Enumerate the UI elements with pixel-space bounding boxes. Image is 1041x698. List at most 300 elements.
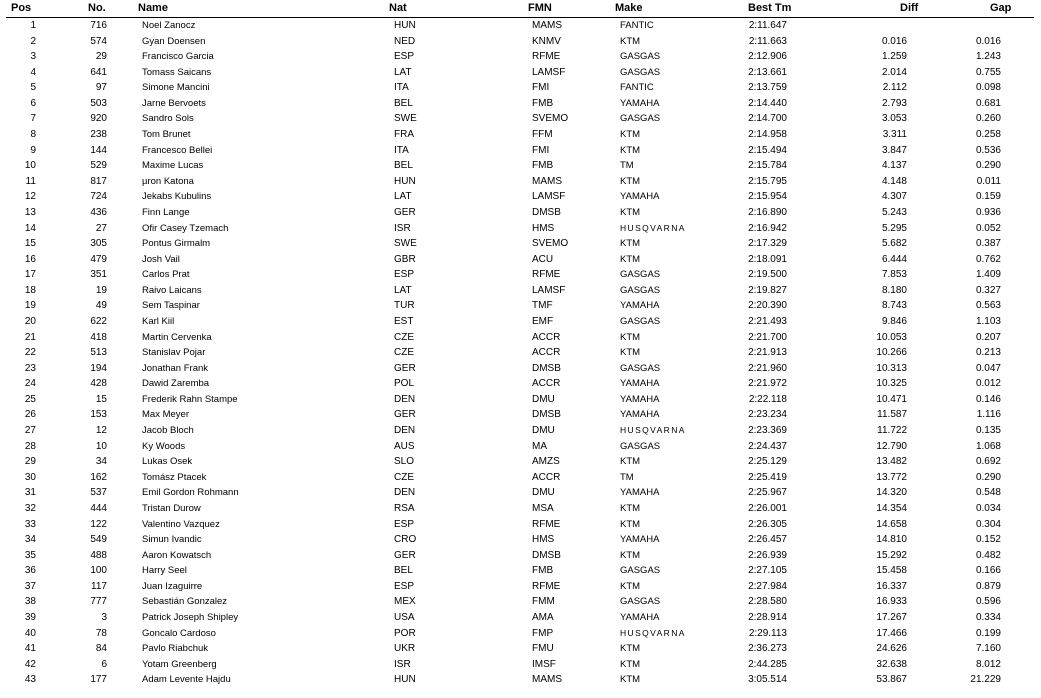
table-row [0,112,1041,128]
federation-cell: FMP [532,627,554,639]
rider-name-cell: Simone Mancini [142,82,210,94]
pos-cell: 27 [24,425,36,437]
pos-cell: 19 [24,300,36,312]
table-row [0,642,1041,658]
diff-cell: 10.313 [876,362,907,374]
rider-name-cell: Jacob Bloch [142,425,194,437]
best-time-cell: 2:21.493 [748,315,787,327]
nationality-cell: ITA [394,144,409,156]
number-cell: 777 [90,596,107,608]
number-cell: 34 [95,456,107,468]
pos-cell: 11 [25,175,36,187]
gap-cell: 0.034 [975,502,1001,514]
rider-name-cell: Tomász Ptacek [142,471,207,483]
table-row [0,455,1041,471]
make-cell: YAMAHA [620,534,660,546]
number-cell: 194 [90,362,107,374]
diff-cell: 10.053 [876,331,907,343]
rider-name-cell: Aaron Kowatsch [142,549,212,561]
table-row [0,159,1041,175]
make-cell: FANTIC [620,82,654,94]
nationality-cell: DEN [394,487,416,499]
federation-cell: DMU [532,425,555,437]
gap-cell: 0.755 [975,66,1001,78]
make-cell: KTM [620,331,641,343]
table-row [0,206,1041,222]
header-divider [6,17,1034,18]
make-cell: TM [620,471,634,483]
diff-cell: 14.320 [876,487,907,499]
gap-cell: 0.681 [975,97,1001,109]
table-row [0,486,1041,502]
nationality-cell: RSA [394,502,415,514]
table-row [0,346,1041,362]
make-cell: HUSQVARNA [620,425,686,436]
header-name: Name [138,2,168,14]
best-time-cell: 2:16.890 [748,206,787,218]
table-row [0,518,1041,534]
gap-cell: 0.098 [975,82,1001,94]
best-time-cell: 2:26.305 [748,518,787,530]
federation-cell: ACCR [532,471,561,483]
gap-cell: 0.290 [975,160,1001,172]
gap-cell: 1.409 [975,269,1001,281]
number-cell: 78 [95,627,107,639]
rider-name-cell: Simun Ivandic [142,534,202,546]
number-cell: 6 [101,658,107,670]
gap-cell: 0.536 [975,144,1001,156]
best-time-cell: 2:17.329 [748,238,787,250]
table-row [0,128,1041,144]
header-nat: Nat [389,2,407,14]
pos-cell: 30 [24,471,36,483]
best-time-cell: 2:27.105 [748,565,787,577]
diff-cell: 5.682 [881,238,907,250]
diff-cell: 24.626 [876,643,907,655]
rider-name-cell: Tom Brunet [142,129,191,141]
gap-cell: 1.243 [975,51,1001,63]
rider-name-cell: Jonathan Frank [142,362,209,374]
table-row [0,253,1041,269]
header-pos: Pos [11,2,32,14]
number-cell: 479 [90,253,107,265]
number-cell: 817 [90,175,107,187]
nationality-cell: CZE [394,331,414,343]
make-cell: GASGAS [620,440,661,452]
rider-name-cell: Juan Izaguirre [142,580,203,592]
gap-cell: 0.011 [976,175,1001,187]
make-cell: TM [620,160,634,172]
number-cell: 177 [90,674,107,686]
number-cell: 162 [90,471,107,483]
results-table-body [0,19,1041,689]
make-cell: YAMAHA [620,393,660,405]
number-cell: 622 [90,315,107,327]
diff-cell: 14.658 [876,518,907,530]
diff-cell: 1.259 [881,51,907,63]
federation-cell: LAMSF [532,284,566,296]
table-row [0,440,1041,456]
gap-cell: 0.596 [975,596,1001,608]
diff-cell: 13.772 [876,471,907,483]
table-row [0,268,1041,284]
gap-cell: 0.052 [975,222,1001,234]
nationality-cell: NED [394,35,416,47]
pos-cell: 9 [30,144,36,156]
diff-cell: 17.466 [876,627,907,639]
table-row [0,299,1041,315]
header-diff: Diff [900,2,919,14]
number-cell: 574 [90,35,107,47]
rider-name-cell: Tristan Durow [142,502,201,514]
make-cell: YAMAHA [620,97,660,109]
rider-name-cell: Carlos Prat [142,269,190,281]
number-cell: 716 [90,20,107,31]
federation-cell: DMSB [532,409,561,421]
pos-cell: 28 [24,440,36,452]
nationality-cell: HUN [394,20,416,31]
number-cell: 153 [90,409,107,421]
table-row [0,144,1041,160]
best-time-cell: 2:21.913 [748,347,787,359]
pos-cell: 23 [24,362,36,374]
rider-name-cell: Pavlo Riabchuk [142,643,209,655]
diff-cell: 3.847 [881,144,907,156]
gap-cell: 8.012 [975,658,1001,670]
best-time-cell: 2:21.960 [748,362,787,374]
rider-name-cell: Jarne Bervoets [142,97,206,109]
best-time-cell: 2:28.914 [748,611,787,623]
nationality-cell: BEL [394,160,413,172]
table-row [0,81,1041,97]
pos-cell: 35 [24,549,36,561]
nationality-cell: ISR [394,222,411,234]
table-row [0,658,1041,674]
nationality-cell: UKR [394,643,416,655]
pos-cell: 37 [24,580,36,592]
make-cell: KTM [620,253,641,265]
gap-cell: 7.160 [975,643,1001,655]
table-row [0,377,1041,393]
diff-cell: 8.180 [881,284,907,296]
gap-cell: 0.199 [975,627,1001,639]
gap-cell: 0.012 [975,378,1001,390]
pos-cell: 38 [24,596,36,608]
make-cell: KTM [620,129,641,141]
nationality-cell: FRA [394,129,414,141]
pos-cell: 32 [24,502,36,514]
table-row [0,66,1041,82]
table-row [0,471,1041,487]
diff-cell: 11.722 [877,425,907,437]
federation-cell: MAMS [532,674,562,686]
make-cell: KTM [620,456,641,468]
number-cell: 100 [90,565,107,577]
gap-cell: 1.116 [976,409,1001,421]
diff-cell: 2.112 [882,82,907,94]
table-row [0,284,1041,300]
number-cell: 488 [90,549,107,561]
federation-cell: DMSB [532,549,561,561]
diff-cell: 9.846 [881,315,907,327]
table-row [0,237,1041,253]
gap-cell: 0.563 [975,300,1001,312]
best-time-cell: 2:16.942 [748,222,787,234]
federation-cell: DMU [532,393,555,405]
nationality-cell: HUN [394,674,416,686]
best-time-cell: 2:25.419 [748,471,787,483]
table-row [0,580,1041,596]
best-time-cell: 2:18.091 [748,253,787,265]
table-row [0,424,1041,440]
best-time-cell: 2:15.954 [748,191,787,203]
best-time-cell: 2:21.972 [748,378,787,390]
make-cell: GASGAS [620,315,661,327]
nationality-cell: TUR [394,300,415,312]
diff-cell: 4.307 [881,191,907,203]
federation-cell: ACCR [532,331,561,343]
federation-cell: RFME [532,518,561,530]
pos-cell: 15 [24,238,36,250]
federation-cell: EMF [532,315,554,327]
rider-name-cell: Gyan Doensen [142,35,206,47]
number-cell: 305 [90,238,107,250]
nationality-cell: LAT [394,191,412,203]
gap-cell: 0.166 [975,565,1001,577]
table-row [0,222,1041,238]
rider-name-cell: Sem Taspinar [142,300,200,312]
federation-cell: MA [532,440,547,452]
make-cell: HUSQVARNA [620,222,686,233]
header-fmn: FMN [528,2,552,14]
best-time-cell: 2:22.118 [748,393,787,405]
best-time-cell: 2:23.369 [748,425,787,437]
best-time-cell: 2:29.113 [748,627,787,639]
rider-name-cell: Francesco Bellei [142,144,213,156]
federation-cell: ACCR [532,378,561,390]
nationality-cell: HUN [394,175,416,187]
make-cell: KTM [620,518,641,530]
best-time-cell: 2:14.440 [748,97,787,109]
diff-cell: 5.243 [881,206,907,218]
gap-cell: 0.146 [975,393,1001,405]
pos-cell: 16 [24,253,36,265]
best-time-cell: 2:26.939 [748,549,787,561]
pos-cell: 14 [24,222,36,234]
federation-cell: LAMSF [532,191,566,203]
rider-name-cell: Frederik Rahn Stampe [142,393,238,405]
best-time-cell: 2:25.129 [748,456,787,468]
gap-cell: 0.047 [975,362,1001,374]
number-cell: 418 [90,331,107,343]
number-cell: 122 [90,518,107,530]
nationality-cell: BEL [394,97,413,109]
nationality-cell: EST [394,315,414,327]
gap-cell: 0.936 [975,206,1001,218]
pos-cell: 3 [30,51,36,63]
gap-cell: 0.260 [975,113,1001,125]
nationality-cell: SLO [394,456,415,468]
diff-cell: 12.790 [876,440,907,452]
diff-cell: 16.933 [876,596,907,608]
nationality-cell: SWE [394,238,417,250]
pos-cell: 43 [24,674,36,686]
nationality-cell: CRO [394,534,417,546]
pos-cell: 26 [24,409,36,421]
pos-cell: 42 [24,658,36,670]
diff-cell: 14.810 [876,534,907,546]
federation-cell: FMI [532,82,550,94]
header-make: Make [615,2,643,14]
number-cell: 15 [95,393,107,405]
number-cell: 641 [90,66,107,78]
make-cell: YAMAHA [620,378,660,390]
rider-name-cell: Raivo Laicans [142,284,202,296]
nationality-cell: AUS [394,440,415,452]
nationality-cell: MEX [394,596,416,608]
federation-cell: MSA [532,502,554,514]
best-time-cell: 2:11.663 [748,35,787,47]
best-time-cell: 2:23.234 [748,409,787,421]
make-cell: KTM [620,347,641,359]
number-cell: 529 [90,160,107,172]
rider-name-cell: Dawid Zaremba [142,378,210,390]
rider-name-cell: Jekabs Kubulins [142,191,212,203]
rider-name-cell: Patrick Joseph Shipley [142,611,239,623]
federation-cell: KNMV [532,35,561,47]
table-row [0,564,1041,580]
number-cell: 436 [90,206,107,218]
nationality-cell: CZE [394,347,414,359]
number-cell: 549 [90,534,107,546]
table-row [0,35,1041,51]
rider-name-cell: Goncalo Cardoso [142,627,216,639]
diff-cell: 11.587 [877,409,907,421]
best-time-cell: 2:12.906 [748,51,787,63]
pos-cell: 21 [24,331,36,343]
table-row [0,97,1041,113]
table-row [0,315,1041,331]
make-cell: GASGAS [620,565,661,577]
nationality-cell: CZE [394,471,414,483]
diff-cell: 10.471 [876,393,907,405]
make-cell: KTM [620,674,641,686]
diff-cell: 10.266 [876,347,907,359]
best-time-cell: 2:44.285 [748,658,787,670]
pos-cell: 39 [24,611,36,623]
federation-cell: FMM [532,596,555,608]
federation-cell: FMB [532,97,554,109]
gap-cell: 0.692 [975,456,1001,468]
pos-cell: 22 [24,347,36,359]
rider-name-cell: Sebastián Gonzalez [142,596,228,608]
nationality-cell: LAT [394,284,412,296]
nationality-cell: DEN [394,425,416,437]
rider-name-cell: Valentino Vazquez [142,518,220,530]
gap-cell: 21.229 [970,674,1001,686]
diff-cell: 53.867 [876,674,907,686]
nationality-cell: DEN [394,393,416,405]
pos-cell: 20 [24,315,36,327]
number-cell: 444 [90,502,107,514]
nationality-cell: GER [394,549,416,561]
table-row [0,673,1041,689]
gap-cell: 1.103 [975,315,1001,327]
nationality-cell: GER [394,206,416,218]
rider-name-cell: Yotam Greenberg [142,658,217,670]
best-time-cell: 2:20.390 [748,300,787,312]
pos-cell: 7 [30,113,36,125]
number-cell: 920 [90,113,107,125]
number-cell: 29 [95,51,107,63]
diff-cell: 4.148 [881,175,907,187]
make-cell: KTM [620,658,641,670]
number-cell: 724 [90,191,107,203]
make-cell: GASGAS [620,66,661,78]
table-row [0,393,1041,409]
federation-cell: ACCR [532,347,561,359]
best-time-cell: 2:19.500 [748,269,787,281]
gap-cell: 0.304 [975,518,1001,530]
pos-cell: 25 [24,393,36,405]
best-time-cell: 2:13.759 [748,82,787,94]
pos-cell: 36 [24,565,36,577]
number-cell: 12 [95,425,107,437]
pos-cell: 12 [24,191,36,203]
pos-cell: 1 [30,20,36,31]
table-row [0,190,1041,206]
table-row [0,627,1041,643]
nationality-cell: USA [394,611,415,623]
make-cell: KTM [620,144,641,156]
table-row [0,331,1041,347]
diff-cell: 8.743 [881,300,907,312]
table-row [0,611,1041,627]
nationality-cell: ESP [394,51,415,63]
table-row [0,175,1041,191]
table-row [0,549,1041,565]
best-time-cell: 2:36.273 [748,643,787,655]
make-cell: YAMAHA [620,611,660,623]
number-cell: 84 [95,643,107,655]
table-row [0,19,1041,35]
pos-cell: 13 [24,206,36,218]
best-time-cell: 2:11.647 [748,20,787,31]
diff-cell: 32.638 [876,658,907,670]
nationality-cell: ESP [394,580,415,592]
rider-name-cell: Noel Zanocz [142,20,196,31]
gap-cell: 0.482 [975,549,1001,561]
rider-name-cell: Finn Lange [142,206,190,218]
diff-cell: 2.014 [881,66,907,78]
gap-cell: 0.290 [975,471,1001,483]
nationality-cell: SWE [394,113,417,125]
table-row [0,595,1041,611]
make-cell: GASGAS [620,362,661,374]
make-cell: YAMAHA [620,487,660,499]
nationality-cell: POR [394,627,416,639]
table-row [0,533,1041,549]
federation-cell: LAMSF [532,66,566,78]
federation-cell: FMB [532,160,554,172]
federation-cell: AMA [532,611,554,623]
nationality-cell: ITA [394,82,409,94]
gap-cell: 0.016 [975,35,1001,47]
pos-cell: 33 [24,518,36,530]
make-cell: KTM [620,238,641,250]
diff-cell: 14.354 [876,502,907,514]
pos-cell: 24 [24,378,36,390]
